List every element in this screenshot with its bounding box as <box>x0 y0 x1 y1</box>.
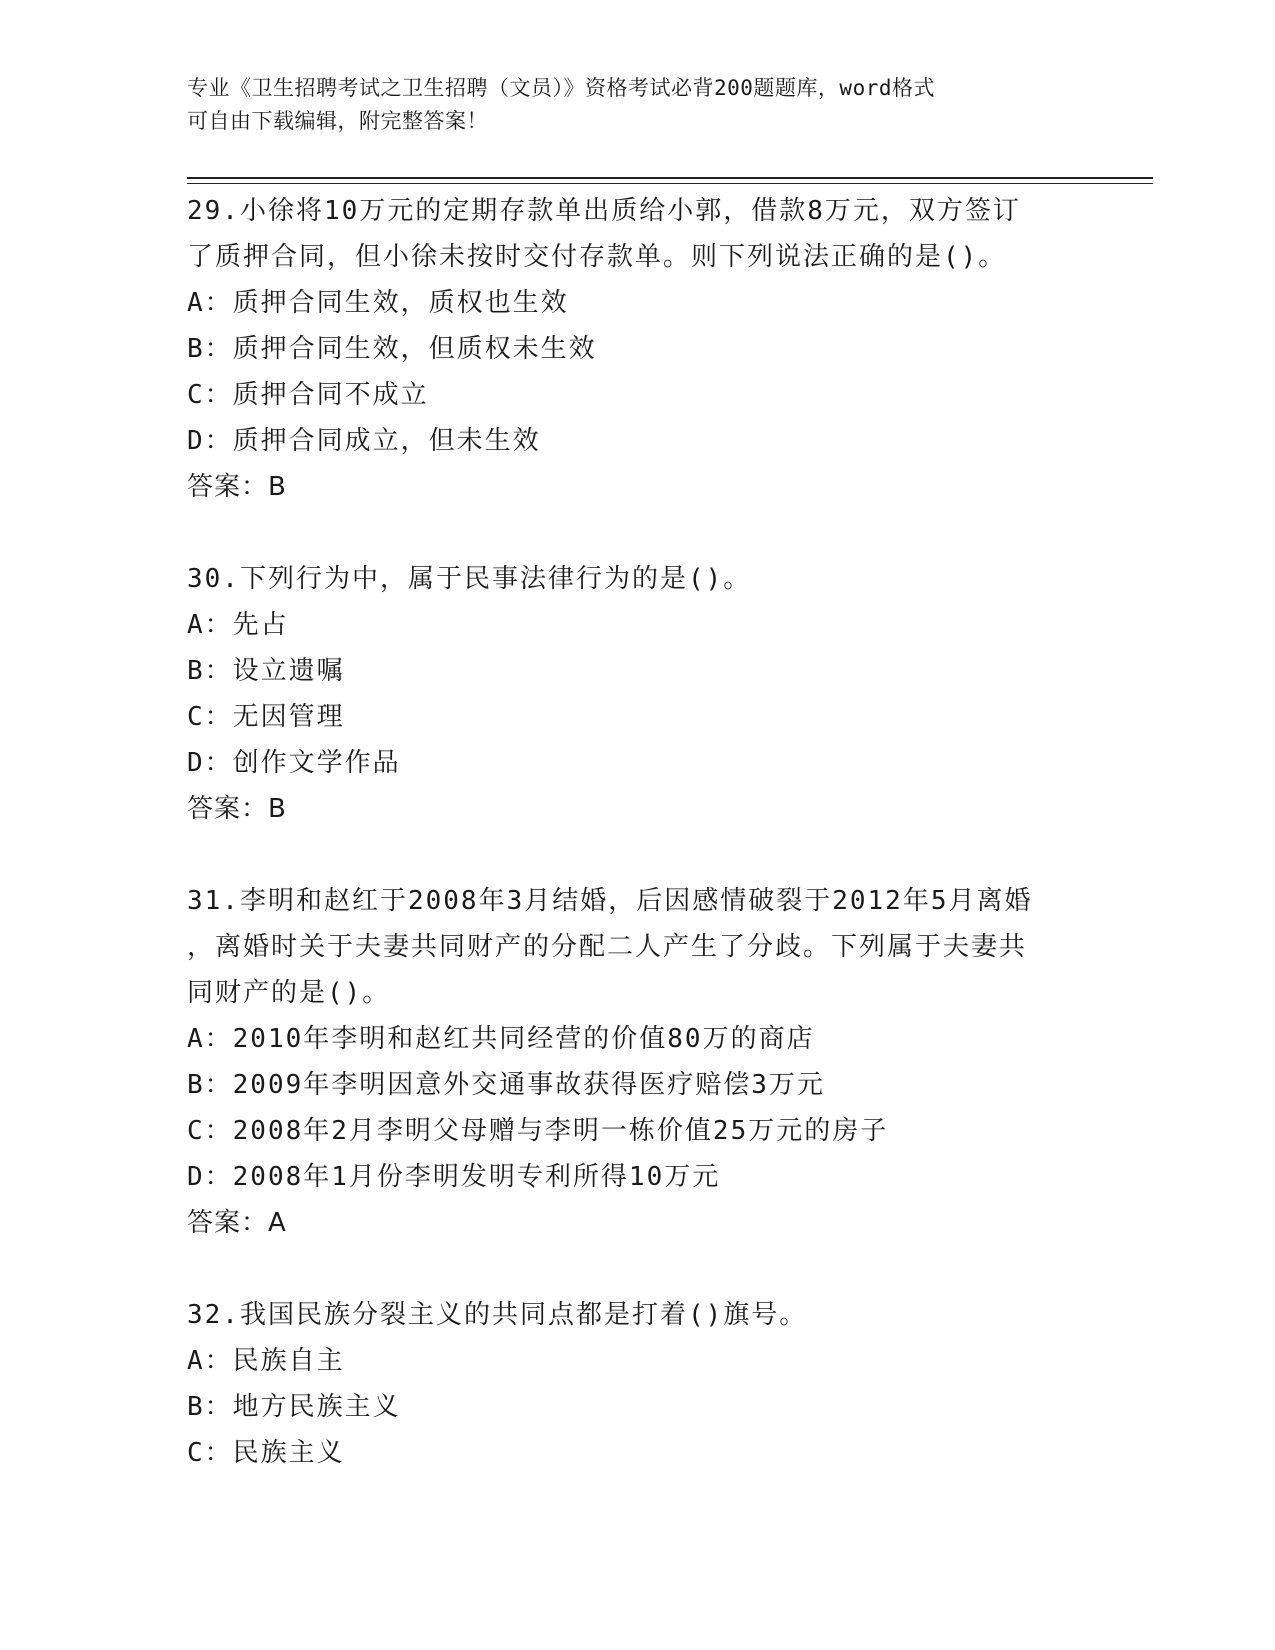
option-b: B：2009年李明因意外交通事故获得医疗赔偿3万元 <box>187 1070 825 1100</box>
option-a: A：2010年李明和赵红共同经营的价值80万的商店 <box>187 1024 815 1054</box>
question-31 <box>187 878 1107 1246</box>
question-32 <box>187 1292 1107 1476</box>
option-c: C：无因管理 <box>187 702 345 732</box>
header-divider <box>187 177 1153 184</box>
question-stem: ，离婚时关于夫妻共同财产的分配二人产生了分歧。下列属于夫妻共 <box>187 932 1028 962</box>
option-c: C：2008年2月李明父母赠与李明一栋价值25万元的房子 <box>187 1116 889 1146</box>
option-d: D：2008年1月份李明发明专利所得10万元 <box>187 1162 721 1192</box>
question-29 <box>187 188 1107 510</box>
answer: 答案：B <box>187 472 287 502</box>
header-line-2: 可自由下载编辑，附完整答案！ <box>187 109 488 133</box>
header-line-1: 专业《卫生招聘考试之卫生招聘（文员）》资格考试必背200题题库，word格式 <box>187 76 935 100</box>
option-d: D：质押合同成立，但未生效 <box>187 426 541 456</box>
option-b: B：设立遗嘱 <box>187 656 345 686</box>
answer: 答案：A <box>187 1208 287 1238</box>
question-stem: 29.小徐将10万元的定期存款单出质给小郭，借款8万元，双方签订 <box>187 196 1021 226</box>
option-d: D：创作文学作品 <box>187 748 401 778</box>
option-b: B：质押合同生效，但质权未生效 <box>187 334 597 364</box>
answer: 答案：B <box>187 794 287 824</box>
option-a: A：民族自主 <box>187 1346 345 1376</box>
question-stem: 同财产的是()。 <box>187 978 391 1008</box>
question-stem: 了质押合同，但小徐未按时交付存款单。则下列说法正确的是()。 <box>187 242 1007 272</box>
option-c: C：民族主义 <box>187 1438 345 1468</box>
option-a: A：质押合同生效，质权也生效 <box>187 288 569 318</box>
option-b: B：地方民族主义 <box>187 1392 401 1422</box>
question-stem: 30.下列行为中，属于民事法律行为的是()。 <box>187 564 752 594</box>
question-30 <box>187 556 1107 832</box>
option-c: C：质押合同不成立 <box>187 380 429 410</box>
document-header <box>187 72 1087 138</box>
question-stem: 31.李明和赵红于2008年3月结婚，后因感情破裂于2012年5月离婚 <box>187 886 1033 916</box>
option-a: A：先占 <box>187 610 289 640</box>
question-list <box>187 188 1107 1522</box>
question-stem: 32.我国民族分裂主义的共同点都是打着()旗号。 <box>187 1300 808 1330</box>
